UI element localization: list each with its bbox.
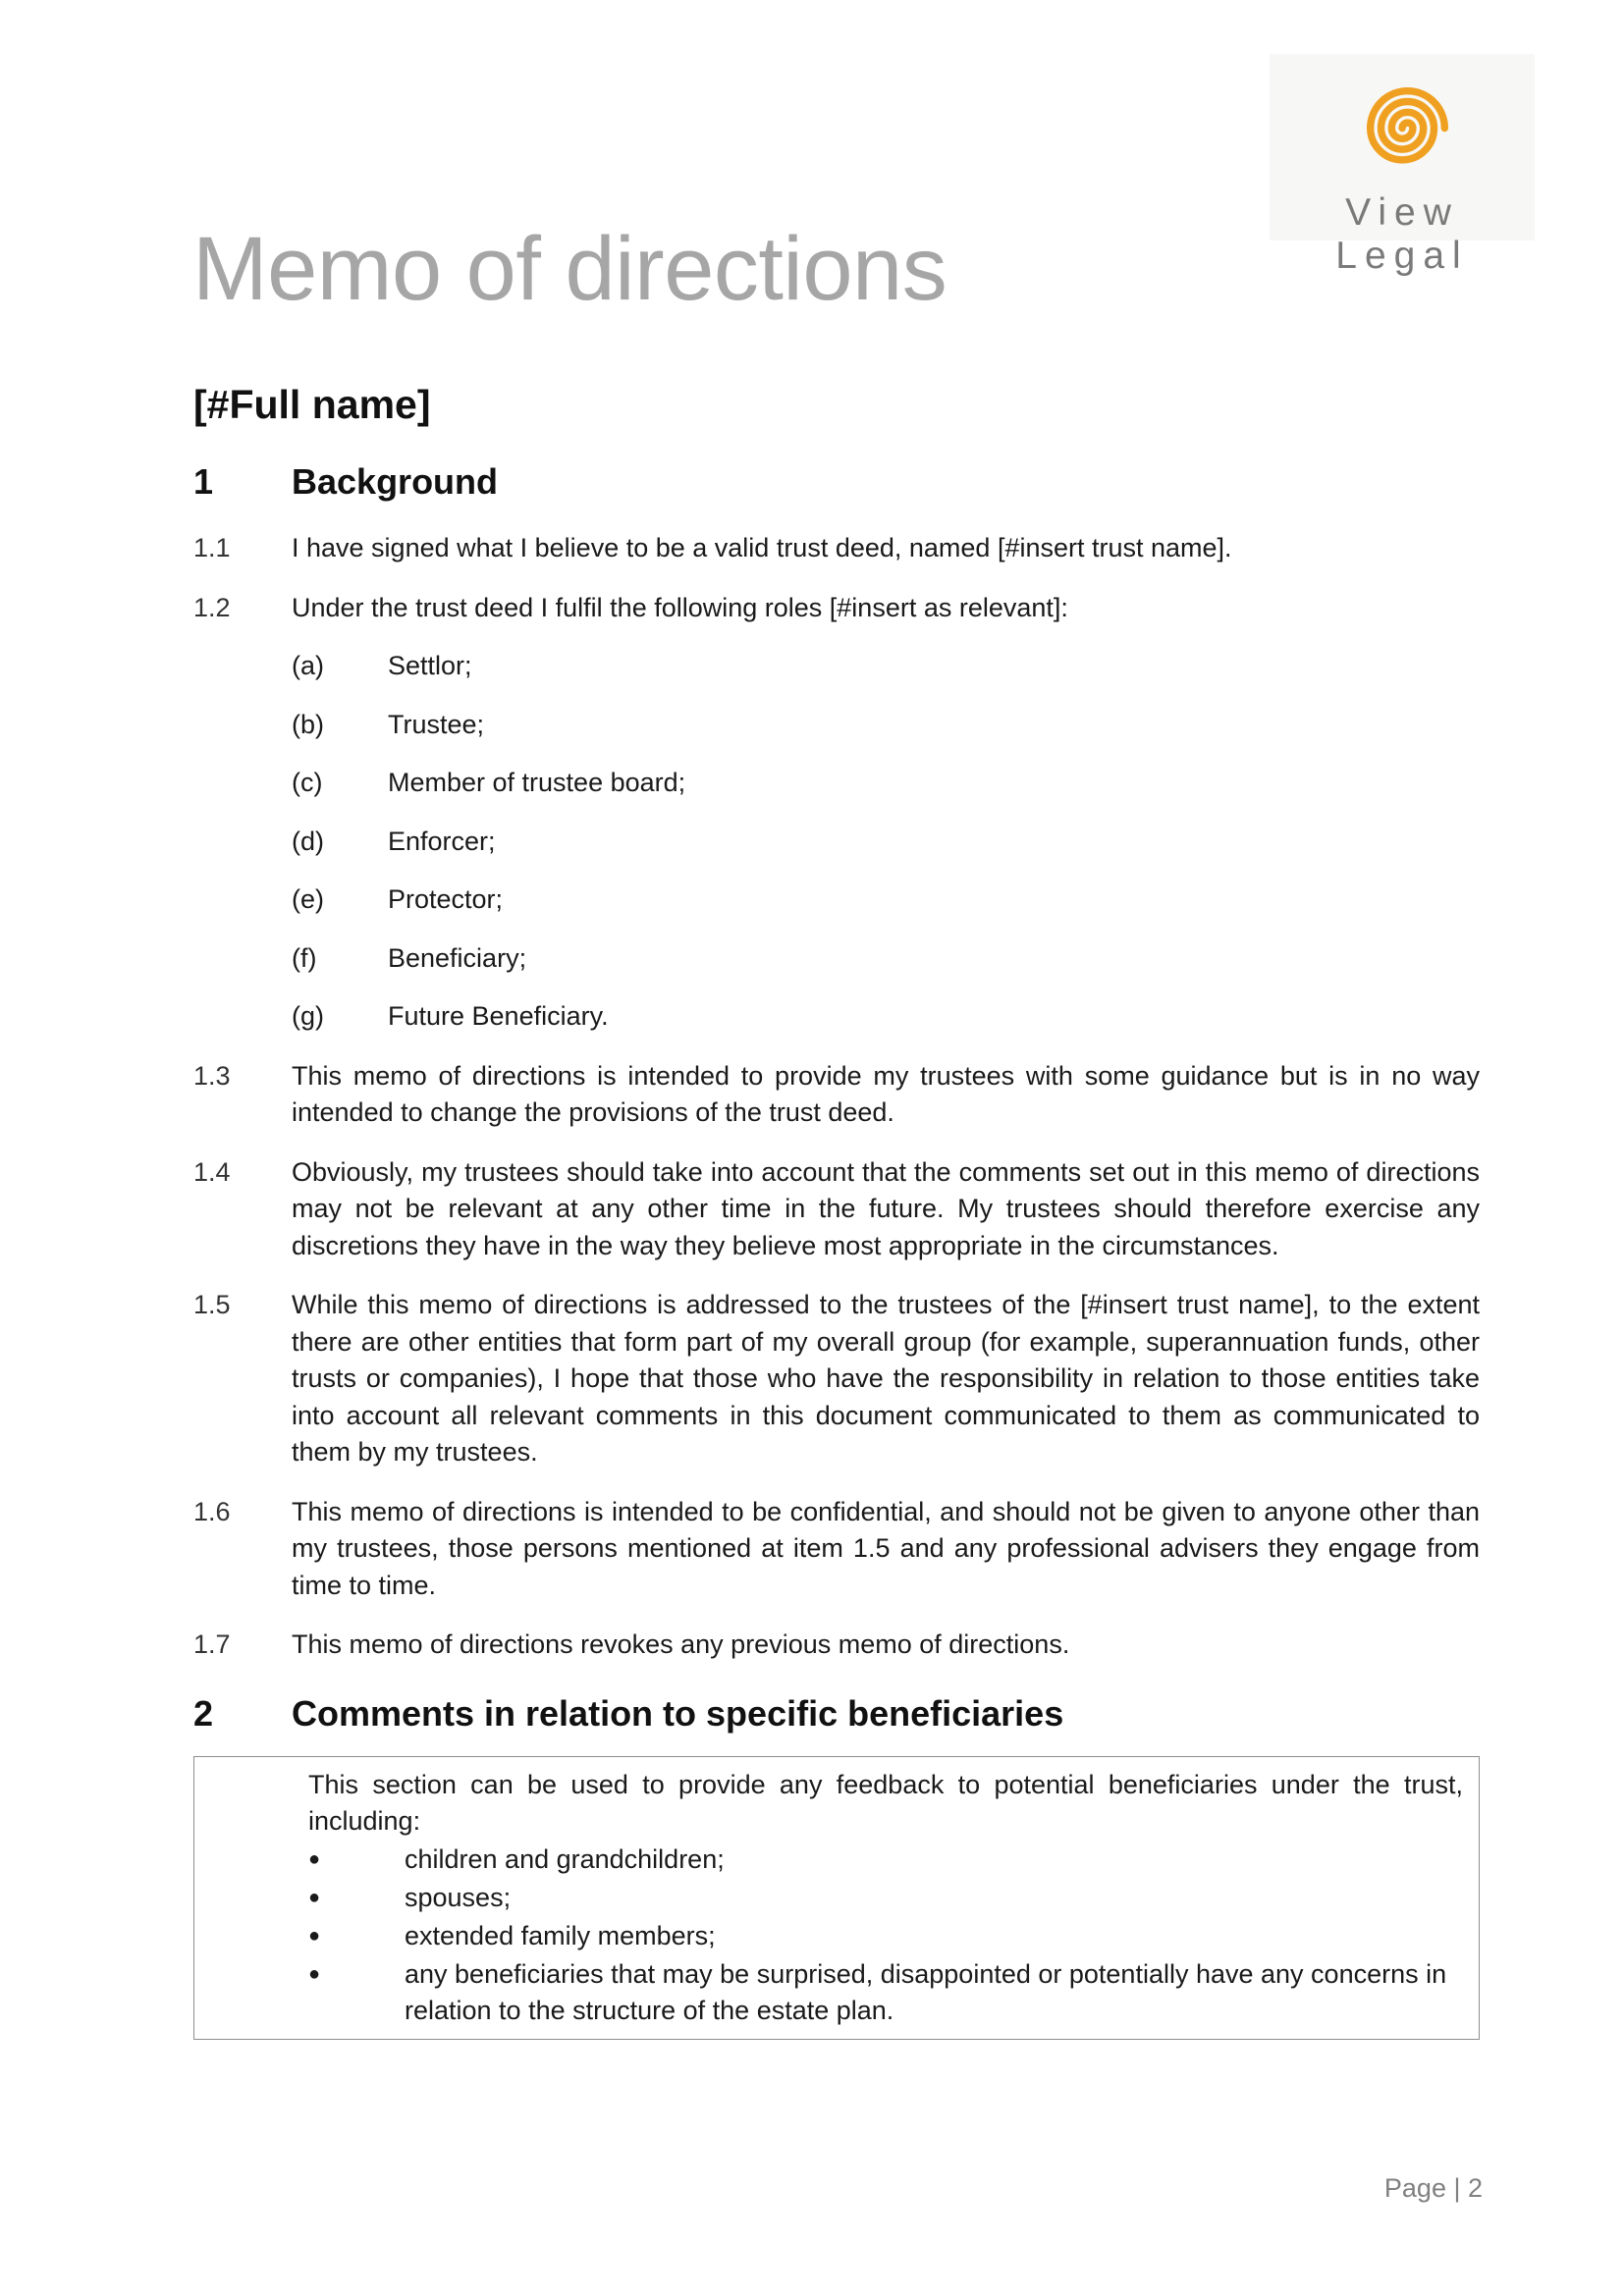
- role-item: [193, 824, 1480, 861]
- role-label: (a): [292, 651, 324, 680]
- bullet-item: [308, 1842, 1463, 1878]
- role-item: [193, 998, 1480, 1036]
- role-text: Settlor;: [388, 651, 472, 680]
- role-item: [193, 940, 1480, 978]
- section-number: 2: [193, 1692, 214, 1734]
- role-label: (f): [292, 942, 317, 973]
- section-number: 1: [193, 461, 214, 502]
- role-label: (e): [292, 884, 324, 914]
- document-title: Memo of directions: [192, 219, 947, 319]
- guidance-intro: This section can be used to provide any feedback to potential beneficiaries under the trust, including:: [308, 1769, 1463, 1836]
- clause-number: 1.7: [193, 1629, 231, 1659]
- bullet-icon: ●: [308, 1962, 321, 1985]
- role-item: [193, 707, 1480, 744]
- page-number: Page | 2: [1383, 2173, 1483, 2203]
- full-name-placeholder: [#Full name]: [193, 382, 431, 427]
- role-item: [193, 648, 1480, 685]
- role-label: (c): [292, 768, 323, 797]
- section-2-heading: [193, 1693, 1480, 1735]
- clause-1-2: [193, 590, 1480, 627]
- clause-text: Under the trust deed I fulfil the following roles [#insert as relevant]:: [292, 592, 1068, 622]
- clause-number: 1.1: [193, 533, 231, 562]
- clause-number: 1.2: [193, 592, 231, 622]
- role-label: (b): [292, 709, 324, 739]
- bullet-item: [308, 1918, 1463, 1954]
- role-label: (d): [292, 826, 324, 856]
- clause-number: 1.4: [193, 1156, 231, 1187]
- clause-1-3: [193, 1058, 1480, 1132]
- clause-text: I have signed what I believe to be a valid trust deed, named [#insert trust name].: [292, 533, 1232, 562]
- role-text: Enforcer;: [388, 826, 496, 856]
- bullet-item: [308, 1880, 1463, 1916]
- role-label: (g): [292, 1001, 324, 1031]
- bullet-text: children and grandchildren;: [405, 1843, 725, 1874]
- view-legal-logo: [1270, 54, 1535, 277]
- bullet-icon: ●: [308, 1886, 321, 1908]
- bullet-text: any beneficiaries that may be surprised, disappointed or potentially have any concerns in relation to the structure of the estate plan.: [405, 1958, 1447, 2025]
- clause-number: 1.3: [193, 1060, 231, 1091]
- role-text: Trustee;: [388, 709, 485, 739]
- role-text: Protector;: [388, 884, 504, 914]
- clause-1-4: [193, 1154, 1480, 1265]
- role-text: Member of trustee board;: [388, 768, 686, 797]
- role-text: Future Beneficiary.: [388, 1001, 609, 1031]
- clause-text: This memo of directions is intended to provide my trustees with some guidance but is in no way intended to change the provisions of the trust deed.: [292, 1060, 1480, 1127]
- clause-1-5: [193, 1287, 1480, 1471]
- clause-text: This memo of directions revokes any previous memo of directions.: [292, 1629, 1070, 1659]
- clause-text: While this memo of directions is addressed to the trustees of the [#insert trust name], to the extent there are other entities that form part of my overall group (for example, superannuation funds, other trusts or companies), I hope that those who have the responsibility in relation to those entities take into account all relevant comments in this document communicated to them as communicated to them by my trustees.: [292, 1290, 1480, 1467]
- spiral-logo-icon: [1341, 62, 1474, 194]
- clause-text: Obviously, my trustees should take into account that the comments set out in this memo of directions may not be relevant at any other time in the future. My trustees should therefore exercise any discretions they have in the way they believe most appropriate in the circumstances.: [292, 1156, 1480, 1260]
- role-item: [193, 881, 1480, 919]
- section-1-heading: [193, 461, 1480, 503]
- section-title: Background: [292, 461, 499, 502]
- clause-number: 1.5: [193, 1290, 231, 1319]
- clause-text: This memo of directions is intended to be confidential, and should not be given to anyone other than my trustees, those persons mentioned at item 1.5 and any professional advisers they engage from time to time.: [292, 1496, 1480, 1600]
- bullet-icon: ●: [308, 1847, 321, 1870]
- role-item: [193, 765, 1480, 802]
- guidance-note-box: [193, 1756, 1480, 2040]
- section-title: Comments in relation to specific beneficiaries: [292, 1692, 1064, 1734]
- logo-wordmark: View Legal: [1335, 191, 1469, 277]
- bullet-item: [308, 1956, 1463, 2029]
- bullet-icon: ●: [308, 1924, 321, 1947]
- document-body: [193, 461, 1480, 2040]
- role-text: Beneficiary;: [388, 942, 527, 973]
- clause-1-7: [193, 1627, 1480, 1664]
- clause-1-1: [193, 530, 1480, 567]
- bullet-text: extended family members;: [405, 1920, 716, 1950]
- clause-number: 1.6: [193, 1496, 231, 1526]
- clause-1-6: [193, 1494, 1480, 1605]
- bullet-text: spouses;: [405, 1882, 512, 1912]
